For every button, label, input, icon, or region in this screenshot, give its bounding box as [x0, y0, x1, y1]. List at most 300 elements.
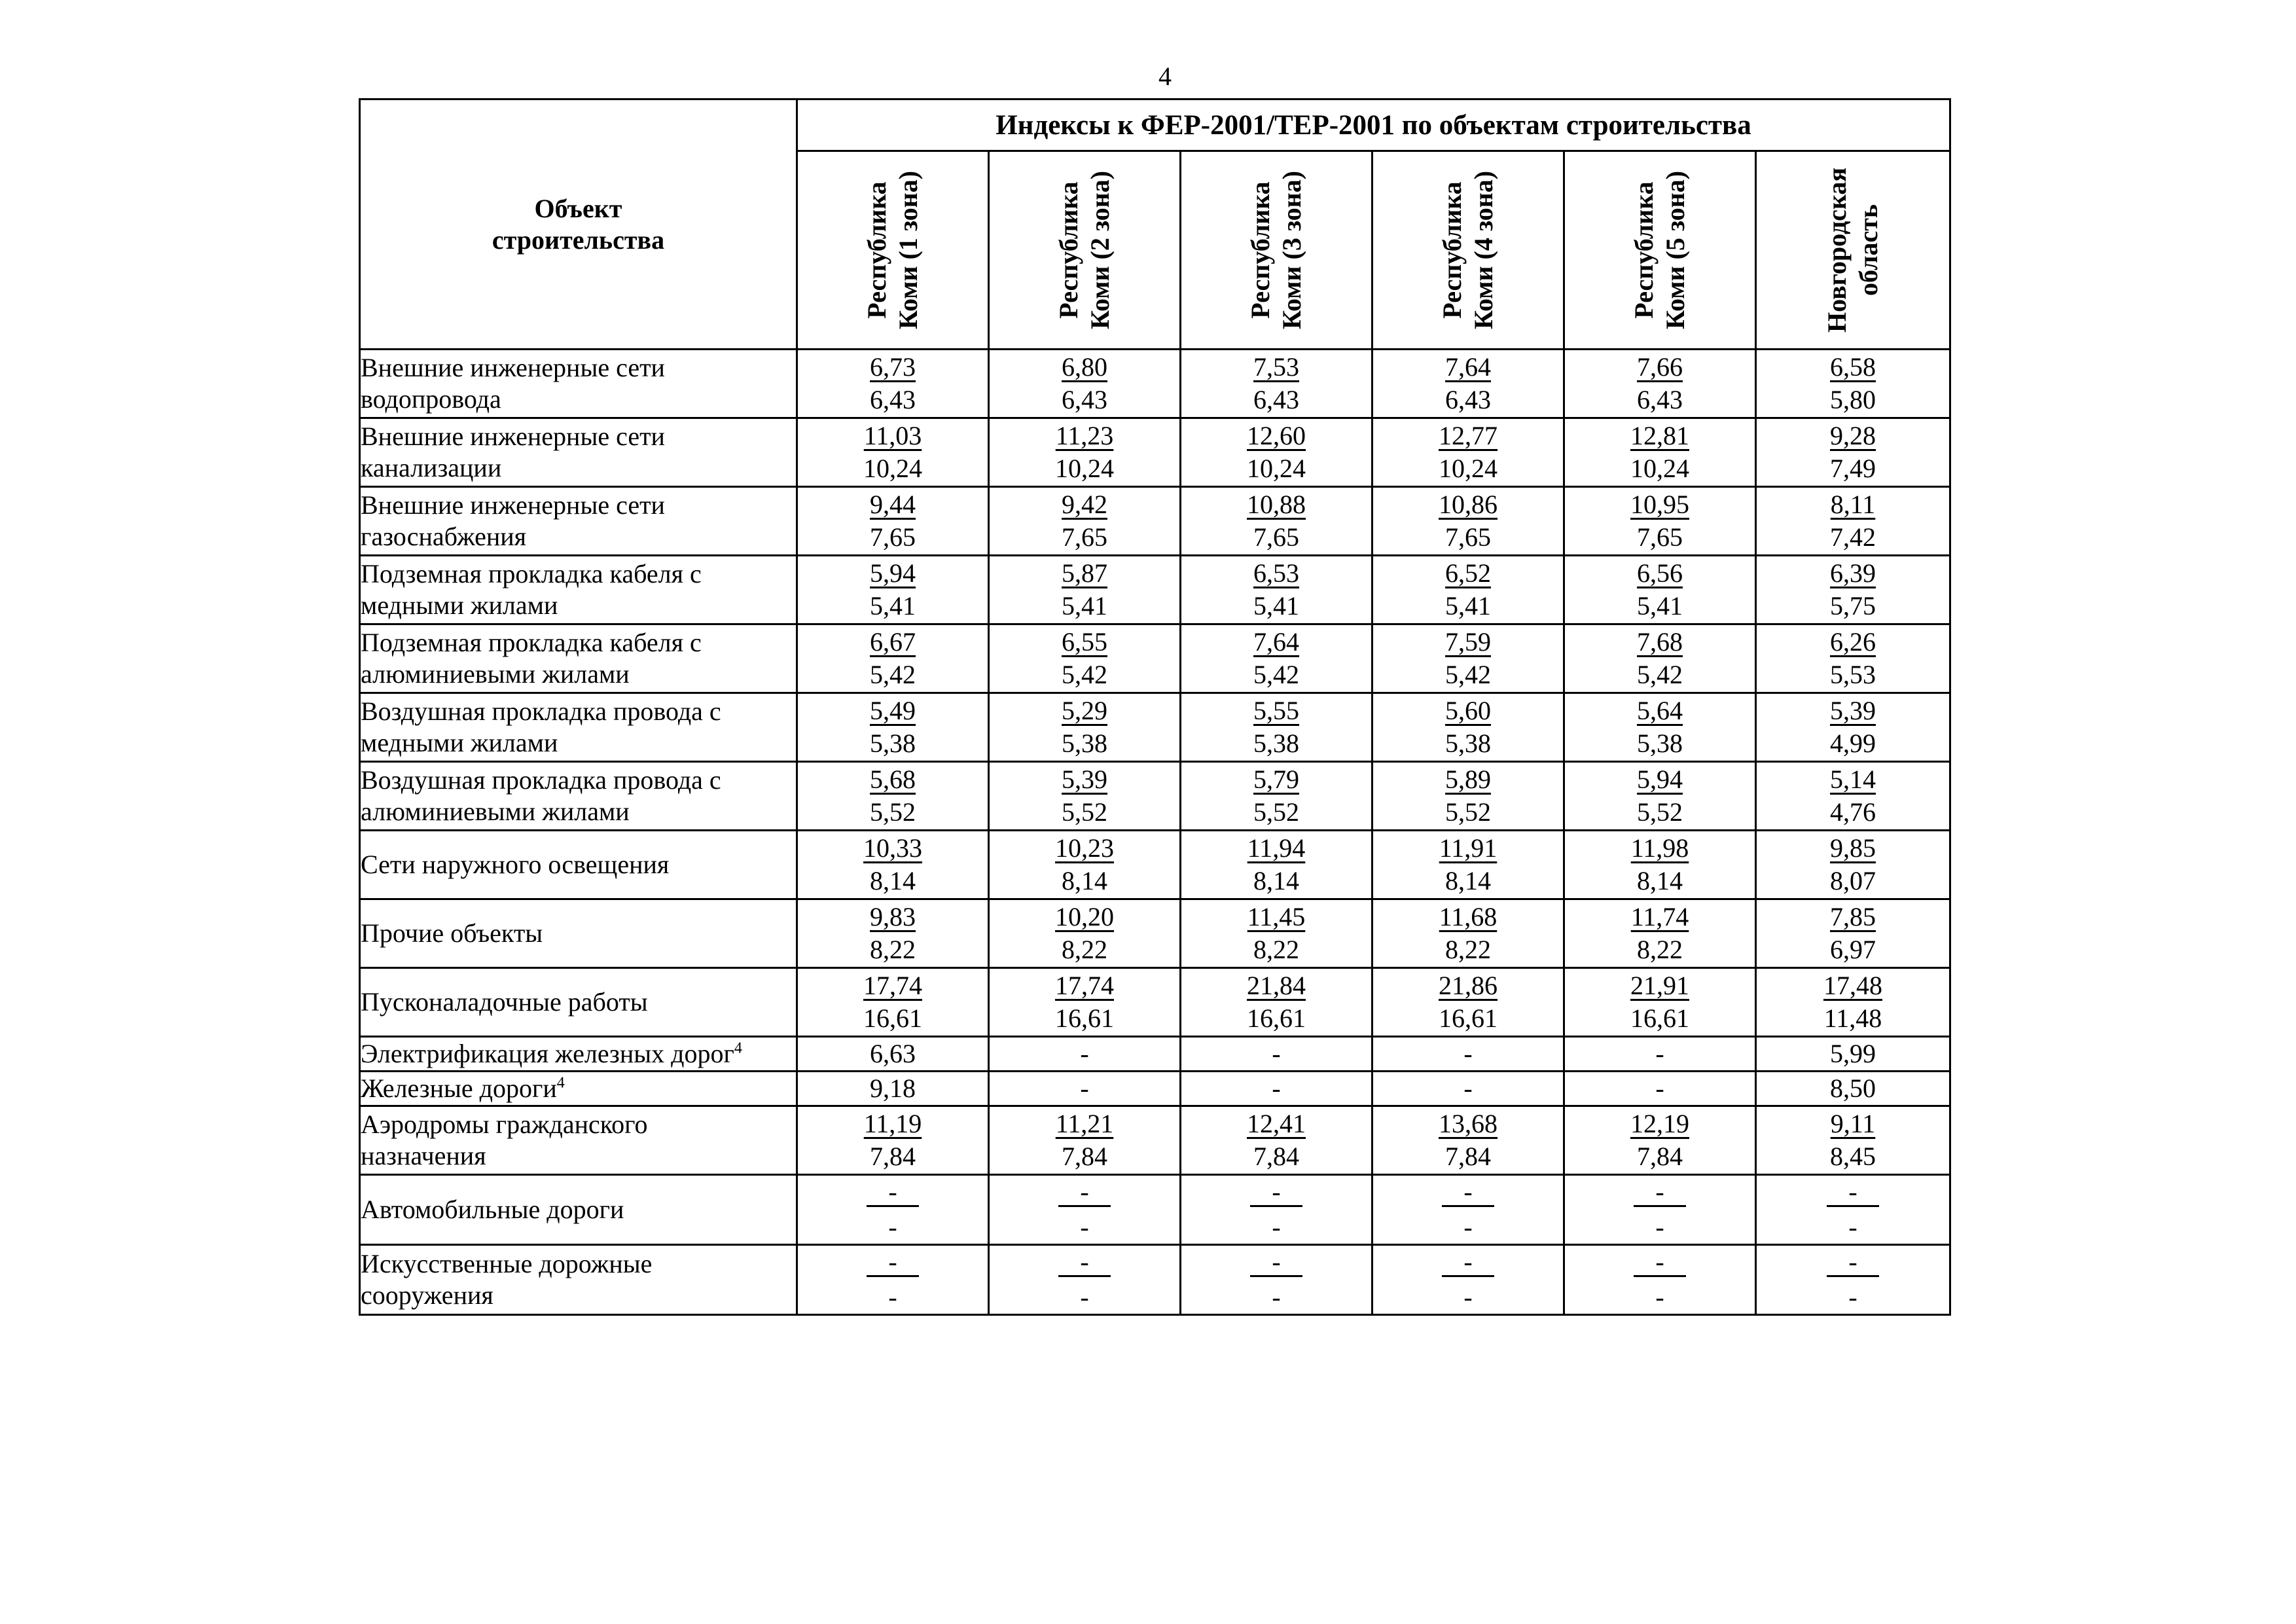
index-value-numerator: 6,56 [1637, 558, 1683, 588]
index-value-denominator: 8,22 [1637, 935, 1683, 964]
table-row [360, 1037, 1950, 1072]
index-cell [1372, 1175, 1564, 1245]
index-value-numerator: 5,39 [1830, 696, 1876, 725]
index-value-numerator: - [1634, 1249, 1686, 1277]
object-name-cell [360, 1037, 797, 1072]
table-row [360, 831, 1950, 899]
index-value-denominator: 8,07 [1830, 866, 1876, 895]
index-cell [1564, 1245, 1756, 1315]
index-value-numerator: 12,19 [1630, 1109, 1689, 1138]
object-name-cell [360, 624, 797, 693]
index-value: - [1655, 1074, 1664, 1103]
index-value-numerator: 6,39 [1830, 558, 1876, 588]
index-cell [797, 1037, 989, 1072]
index-cell [1372, 624, 1564, 693]
index-cell [1181, 1106, 1372, 1175]
index-cell [797, 831, 989, 899]
index-value-denominator: 8,14 [870, 866, 916, 895]
object-name-cell [360, 693, 797, 762]
object-name: Внешние инженерные сети канализации [361, 422, 665, 482]
index-value-numerator: 9,11 [1830, 1109, 1876, 1138]
object-name-cell [360, 968, 797, 1037]
index-value-denominator: 8,14 [1637, 866, 1683, 895]
index-cell [1756, 968, 1950, 1037]
index-cell [989, 831, 1181, 899]
index-value-numerator: 9,85 [1830, 833, 1876, 863]
index-value-denominator: 7,84 [870, 1142, 916, 1171]
index-cell [1756, 1175, 1950, 1245]
table-row [360, 1175, 1950, 1245]
index-cell [1564, 1175, 1756, 1245]
index-value-denominator: 16,61 [1055, 1003, 1114, 1033]
index-value-denominator: 16,61 [863, 1003, 922, 1033]
index-value-denominator: 5,52 [1253, 797, 1299, 827]
index-value-numerator: - [1058, 1249, 1111, 1277]
index-value-denominator: 10,24 [1247, 454, 1306, 483]
index-cell [1756, 350, 1950, 418]
index-value-numerator: 11,19 [863, 1109, 922, 1138]
index-value-numerator: 6,26 [1830, 627, 1876, 657]
index-value-denominator: 5,75 [1830, 591, 1876, 621]
index-value-numerator: 7,64 [1253, 627, 1299, 657]
index-value-denominator: 7,84 [1253, 1142, 1299, 1171]
index-cell [1181, 1175, 1372, 1245]
object-name: Подземная прокладка кабеля с алюминиевыми жилами [361, 628, 702, 689]
index-value-numerator: 12,81 [1630, 421, 1689, 450]
index-cell [989, 1245, 1181, 1315]
index-value-numerator: 11,68 [1439, 902, 1498, 931]
index-value-numerator: 12,60 [1247, 421, 1306, 450]
index-table [359, 98, 1951, 1316]
index-value: - [1463, 1074, 1473, 1103]
index-cell [797, 762, 989, 831]
index-value-denominator: 8,14 [1253, 866, 1299, 895]
index-value-numerator: 7,85 [1830, 902, 1876, 931]
index-cell [989, 899, 1181, 968]
index-value-denominator: - [888, 1212, 897, 1242]
index-value-denominator: 8,22 [1062, 935, 1107, 964]
table-row [360, 899, 1950, 968]
index-value-numerator: - [1442, 1249, 1494, 1277]
index-cell [989, 350, 1181, 418]
index-value-denominator: 7,65 [1062, 522, 1107, 552]
index-value-numerator: 9,83 [870, 902, 916, 931]
index-value: 6,63 [870, 1039, 916, 1068]
index-cell [797, 1072, 989, 1106]
index-value-denominator: 8,22 [870, 935, 916, 964]
index-cell [989, 556, 1181, 624]
index-cell [1564, 487, 1756, 556]
table-row [360, 624, 1950, 693]
index-cell [989, 1106, 1181, 1175]
object-name: Внешние инженерные сети газоснабжения [361, 490, 665, 551]
object-name-cell [360, 418, 797, 487]
index-value-denominator: 6,43 [1445, 385, 1491, 414]
index-value-numerator: 5,94 [1637, 765, 1683, 794]
index-cell [1564, 899, 1756, 968]
index-value-numerator: 10,95 [1630, 490, 1689, 519]
index-value-numerator: 5,64 [1637, 696, 1683, 725]
footnote-marker: 4 [556, 1074, 565, 1092]
index-value-numerator: 5,55 [1253, 696, 1299, 725]
index-cell [797, 968, 989, 1037]
region-column-header [1372, 151, 1564, 350]
index-value-denominator: 5,38 [1637, 729, 1683, 758]
index-value-numerator: 5,49 [870, 696, 916, 725]
index-value-numerator: 12,41 [1247, 1109, 1306, 1138]
index-cell [1564, 1106, 1756, 1175]
index-value-numerator: 9,28 [1830, 421, 1876, 450]
index-cell [1181, 831, 1372, 899]
region-column-label: Республика Коми (5 зона) [1629, 170, 1690, 330]
index-cell [1564, 831, 1756, 899]
index-value-numerator: 11,91 [1439, 833, 1498, 863]
index-value-numerator: 5,60 [1445, 696, 1491, 725]
index-value-numerator: - [1442, 1179, 1494, 1207]
index-cell [1372, 556, 1564, 624]
index-value-denominator: 6,43 [1637, 385, 1683, 414]
object-column-header [360, 99, 797, 350]
index-cell [989, 693, 1181, 762]
table-row [360, 968, 1950, 1037]
index-cell [797, 1245, 989, 1315]
index-value-numerator: - [1634, 1179, 1686, 1207]
index-value-denominator: 7,84 [1637, 1142, 1683, 1171]
index-value-numerator: 6,67 [870, 627, 916, 657]
index-cell [797, 1106, 989, 1175]
index-cell [1756, 418, 1950, 487]
index-value-numerator: 10,23 [1055, 833, 1114, 863]
index-value-numerator: 6,52 [1445, 558, 1491, 588]
index-cell [1181, 556, 1372, 624]
index-value-denominator: 16,61 [1630, 1003, 1689, 1033]
object-name-cell [360, 831, 797, 899]
index-cell [1372, 1245, 1564, 1315]
table-body [360, 350, 1950, 1315]
index-value-denominator: 5,38 [1445, 729, 1491, 758]
index-value-numerator: 6,58 [1830, 352, 1876, 382]
index-cell [1756, 831, 1950, 899]
index-cell [989, 1037, 1181, 1072]
index-cell [1372, 418, 1564, 487]
object-name: Воздушная прокладка провода с алюминиевыми жилами [361, 765, 721, 826]
object-name: Железные дороги [361, 1074, 557, 1103]
index-value-denominator: - [1655, 1212, 1664, 1242]
index-cell [797, 1175, 989, 1245]
index-cell [989, 1072, 1181, 1106]
object-name: Внешние инженерные сети водопровода [361, 353, 665, 414]
index-value: - [1272, 1039, 1281, 1068]
table-row [360, 1106, 1950, 1175]
index-value-denominator: - [1080, 1282, 1089, 1312]
index-value-denominator: - [1463, 1282, 1473, 1312]
index-value-denominator: 7,84 [1062, 1142, 1107, 1171]
object-name: Сети наружного освещения [361, 850, 670, 879]
index-value-denominator: 7,65 [1445, 522, 1491, 552]
index-cell [989, 418, 1181, 487]
index-value: - [1655, 1039, 1664, 1068]
index-value-numerator: 5,29 [1062, 696, 1107, 725]
index-value-numerator: 6,55 [1062, 627, 1107, 657]
index-value-numerator: 11,94 [1247, 833, 1306, 863]
region-column-label: Республика Коми (1 зона) [862, 170, 923, 330]
index-cell [1756, 1106, 1950, 1175]
index-value-numerator: 7,68 [1637, 627, 1683, 657]
index-value-denominator: 8,45 [1830, 1142, 1876, 1171]
index-value-numerator: 21,91 [1630, 971, 1689, 1000]
index-value-denominator: 6,97 [1830, 935, 1876, 964]
region-column-label: Республика Коми (2 зона) [1054, 170, 1115, 330]
index-value-numerator: 17,74 [863, 971, 922, 1000]
object-name-cell [360, 1106, 797, 1175]
index-value-numerator: 10,33 [863, 833, 922, 863]
index-value-denominator: - [1655, 1282, 1664, 1312]
index-value-numerator: 5,39 [1062, 765, 1107, 794]
index-value-numerator: 21,84 [1247, 971, 1306, 1000]
index-cell [1181, 693, 1372, 762]
index-value-numerator: 5,89 [1445, 765, 1491, 794]
index-value: - [1272, 1074, 1281, 1103]
index-cell [1756, 693, 1950, 762]
index-value-numerator: 5,94 [870, 558, 916, 588]
index-cell [797, 556, 989, 624]
index-value-numerator: 9,44 [870, 490, 916, 519]
index-cell [1756, 762, 1950, 831]
object-header-label: Объект строительства [492, 193, 665, 255]
index-value-denominator: 8,14 [1062, 866, 1107, 895]
index-value-denominator: 5,52 [1637, 797, 1683, 827]
index-value: 9,18 [870, 1074, 916, 1103]
index-value-denominator: 5,52 [870, 797, 916, 827]
index-value-numerator: 11,98 [1630, 833, 1689, 863]
index-value-denominator: 5,41 [870, 591, 916, 621]
index-cell [1181, 487, 1372, 556]
index-cell [797, 487, 989, 556]
index-value-numerator: 11,45 [1247, 902, 1306, 931]
index-value: - [1463, 1039, 1473, 1068]
index-cell [1181, 899, 1372, 968]
object-name-cell [360, 1245, 797, 1315]
index-value-denominator: 16,61 [1439, 1003, 1498, 1033]
page-number: 4 [1158, 62, 1172, 91]
index-cell [797, 418, 989, 487]
index-cell [1756, 899, 1950, 968]
index-value-numerator: 5,79 [1253, 765, 1299, 794]
index-cell [1564, 350, 1756, 418]
index-value-denominator: 5,42 [1253, 660, 1299, 689]
object-name-cell [360, 1175, 797, 1245]
object-name: Воздушная прокладка провода с медными жилами [361, 696, 721, 757]
index-value-denominator: 10,24 [1439, 454, 1498, 483]
index-value-numerator: 11,23 [1055, 421, 1114, 450]
index-value-denominator: 7,65 [1637, 522, 1683, 552]
index-cell [1181, 968, 1372, 1037]
index-value-denominator: 10,24 [863, 454, 922, 483]
index-value-numerator: - [867, 1179, 919, 1207]
index-value-denominator: 5,38 [1253, 729, 1299, 758]
index-value: - [1080, 1074, 1089, 1103]
index-value-denominator: - [1080, 1212, 1089, 1242]
index-value-numerator: 6,80 [1062, 352, 1107, 382]
index-cell [1564, 624, 1756, 693]
index-value-denominator: - [1463, 1212, 1473, 1242]
index-value-numerator: 17,74 [1055, 971, 1114, 1000]
object-name: Пусконаладочные работы [361, 987, 648, 1017]
index-cell [1372, 762, 1564, 831]
index-value-denominator: 5,52 [1062, 797, 1107, 827]
table-row [360, 418, 1950, 487]
index-cell [1756, 487, 1950, 556]
region-column-header [1756, 151, 1950, 350]
index-cell [1181, 1037, 1372, 1072]
index-value-denominator: 5,41 [1062, 591, 1107, 621]
index-cell [1372, 899, 1564, 968]
index-value-denominator: 4,76 [1830, 797, 1876, 827]
index-value-denominator: 7,42 [1830, 522, 1876, 552]
region-column-header [1181, 151, 1372, 350]
index-value-denominator: 5,41 [1253, 591, 1299, 621]
index-value-numerator: - [867, 1249, 919, 1277]
index-cell [989, 624, 1181, 693]
index-value-numerator: 6,53 [1253, 558, 1299, 588]
object-name: Аэродромы гражданского назначения [361, 1110, 648, 1170]
object-name: Прочие объекты [361, 918, 543, 948]
index-value-numerator: 12,77 [1439, 421, 1498, 450]
index-value-numerator: 5,68 [870, 765, 916, 794]
index-value-denominator: 7,49 [1830, 454, 1876, 483]
index-value-denominator: 7,84 [1445, 1142, 1491, 1171]
index-cell [989, 1175, 1181, 1245]
index-value-denominator: 5,38 [1062, 729, 1107, 758]
index-value: 5,99 [1830, 1039, 1876, 1068]
index-cell [1372, 487, 1564, 556]
object-name: Электрификация железных дорог [361, 1039, 734, 1068]
index-cell [797, 693, 989, 762]
index-value-denominator: - [1848, 1212, 1857, 1242]
index-value-denominator: 4,99 [1830, 729, 1876, 758]
object-name: Искусственные дорожные сооружения [361, 1249, 653, 1310]
object-name-cell [360, 556, 797, 624]
index-value-numerator: 7,59 [1445, 627, 1491, 657]
index-cell [1564, 762, 1756, 831]
index-value-denominator: 6,43 [1253, 385, 1299, 414]
object-name: Автомобильные дороги [361, 1195, 624, 1224]
index-value-numerator: 11,74 [1630, 902, 1689, 931]
table-row [360, 487, 1950, 556]
index-value-numerator: 13,68 [1439, 1109, 1498, 1138]
index-cell [1564, 418, 1756, 487]
index-value-denominator: 5,41 [1445, 591, 1491, 621]
object-name-cell [360, 350, 797, 418]
index-value-numerator: 10,86 [1439, 490, 1498, 519]
index-value-denominator: 6,43 [870, 385, 916, 414]
region-column-label: Республика Коми (4 зона) [1437, 170, 1498, 330]
table-row [360, 1072, 1950, 1106]
index-cell [1756, 1037, 1950, 1072]
index-value: 8,50 [1830, 1074, 1876, 1103]
index-value-numerator: 7,64 [1445, 352, 1491, 382]
index-value-denominator: 5,53 [1830, 660, 1876, 689]
index-cell [797, 350, 989, 418]
index-value-numerator: 5,14 [1830, 765, 1876, 794]
index-value-denominator: - [1848, 1282, 1857, 1312]
index-value-numerator: - [1058, 1179, 1111, 1207]
index-cell [1756, 624, 1950, 693]
table-row [360, 350, 1950, 418]
index-value-numerator: 17,48 [1823, 971, 1882, 1000]
index-value-numerator: 9,42 [1062, 490, 1107, 519]
index-value-denominator: 10,24 [1630, 454, 1689, 483]
index-value-denominator: 5,42 [1637, 660, 1683, 689]
index-value-denominator: 5,41 [1637, 591, 1683, 621]
index-value-numerator: 8,11 [1830, 490, 1876, 519]
index-group-header: Индексы к ФЕР-2001/ТЕР-2001 по объектам строительства [797, 99, 1950, 151]
index-cell [1181, 1072, 1372, 1106]
index-value-numerator: 6,73 [870, 352, 916, 382]
index-cell [1372, 831, 1564, 899]
index-cell [1372, 1037, 1564, 1072]
index-value-denominator: 5,80 [1830, 385, 1876, 414]
index-cell [1372, 1106, 1564, 1175]
index-value-numerator: - [1827, 1179, 1879, 1207]
index-value-numerator: 10,20 [1055, 902, 1114, 931]
index-value-denominator: - [888, 1282, 897, 1312]
index-cell [1564, 1037, 1756, 1072]
index-cell [1181, 762, 1372, 831]
index-value-denominator: 6,43 [1062, 385, 1107, 414]
index-cell [1181, 418, 1372, 487]
index-value-numerator: 7,66 [1637, 352, 1683, 382]
index-cell [989, 762, 1181, 831]
index-value-numerator: 5,87 [1062, 558, 1107, 588]
object-name-cell [360, 899, 797, 968]
index-cell [1372, 350, 1564, 418]
index-value-denominator: - [1272, 1282, 1281, 1312]
index-value-denominator: 8,14 [1445, 866, 1491, 895]
index-value-numerator: - [1827, 1249, 1879, 1277]
index-value-denominator: 5,42 [1062, 660, 1107, 689]
index-value-numerator: 21,86 [1439, 971, 1498, 1000]
table-row [360, 556, 1950, 624]
index-cell [1756, 1245, 1950, 1315]
index-value-denominator: 5,42 [870, 660, 916, 689]
index-value-denominator: 10,24 [1055, 454, 1114, 483]
region-column-header [989, 151, 1181, 350]
index-value: - [1080, 1039, 1089, 1068]
index-value-denominator: 11,48 [1823, 1003, 1882, 1033]
index-cell [797, 899, 989, 968]
index-value-numerator: - [1250, 1179, 1302, 1207]
index-cell [1372, 693, 1564, 762]
object-name-cell [360, 487, 797, 556]
footnote-marker: 4 [734, 1039, 742, 1057]
index-value-denominator: 5,52 [1445, 797, 1491, 827]
index-cell [1564, 1072, 1756, 1106]
index-value-denominator: 5,38 [870, 729, 916, 758]
index-value-denominator: - [1272, 1212, 1281, 1242]
index-value-denominator: 7,65 [870, 522, 916, 552]
index-value-denominator: 5,42 [1445, 660, 1491, 689]
index-cell [797, 624, 989, 693]
region-column-label: Республика Коми (3 зона) [1246, 170, 1306, 330]
index-value-numerator: 11,21 [1055, 1109, 1114, 1138]
region-column-label: Новгородская область [1822, 167, 1883, 333]
index-cell [1756, 1072, 1950, 1106]
index-cell [1372, 1072, 1564, 1106]
index-value-denominator: 7,65 [1253, 522, 1299, 552]
index-cell [989, 487, 1181, 556]
region-column-header [1564, 151, 1756, 350]
